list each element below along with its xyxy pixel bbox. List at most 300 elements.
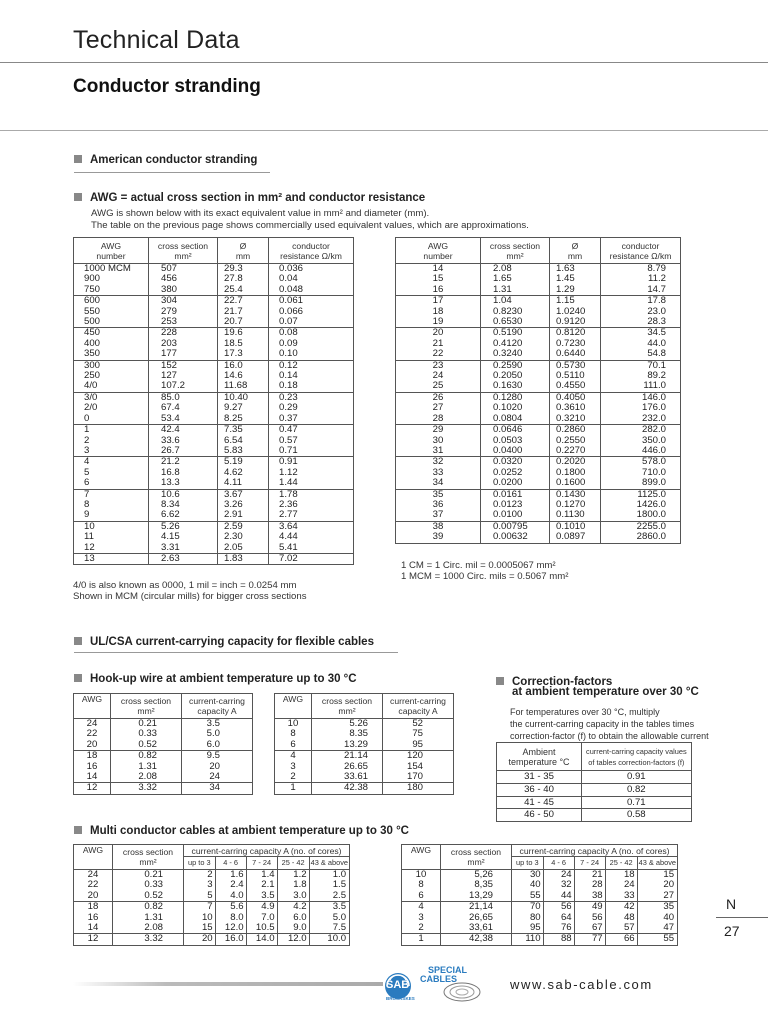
table-cell: 2.5 [309,891,349,902]
table-cell: 6.0 [182,740,253,751]
table-cell: 11.68 [218,381,269,392]
col-cross-section: cross section mm² [441,845,512,870]
section-ulcsa [74,636,374,648]
col-cross-section: cross section mm² [111,694,182,719]
table-cell: 0.58 [582,809,692,822]
table-cell: 3.26 [218,500,269,510]
table-cell: 13 [74,553,149,564]
table-cell: 28 [396,414,481,425]
table-cell: 44 [543,891,574,902]
col-cores-1: up to 3 [512,857,544,870]
table-cell: 0.0123 [481,500,550,510]
table-cell: 20.7 [218,317,269,328]
section-title: Correction-factors [512,676,613,688]
table-row [74,274,354,284]
table-cell: 8.79 [601,264,681,275]
table-cell: 110 [512,934,544,945]
table-cell: 0.10 [269,349,354,360]
section-multi-conductor [74,825,409,837]
table-cell: 21 [396,339,481,349]
table-cell: 89.2 [601,371,681,381]
table-cell: 5.41 [269,543,354,554]
table-cell: 32 [543,880,574,890]
table-cell: 710.0 [601,468,681,478]
table-cell: 3.64 [269,521,354,532]
table-cell: 0.066 [269,307,354,317]
logo-text-special: SPECIAL [428,965,468,975]
col-resistance: conductor resistance Ω/km [269,238,354,264]
table-cell: 7.02 [269,553,354,564]
sab-logo [384,966,484,1006]
multi-table-right [401,844,678,946]
table-cell: 40 [637,913,677,923]
table-cell: 8.25 [218,414,269,425]
table-cell: 34.5 [601,328,681,339]
table-cell: 2.08 [113,923,184,934]
col-awg: AWG [74,845,113,870]
table-cell: 19.6 [218,328,269,339]
table-cell: 1000 MCM [74,264,149,275]
table-cell: 38 [574,891,605,902]
table-cell: 1.83 [218,553,269,564]
table-cell: 1.63 [550,264,601,275]
table-cell: 75 [383,729,454,739]
table-cell: 0.91 [269,457,354,468]
table-cell: 0.2860 [550,425,601,436]
table-cell: 30 [396,436,481,446]
table-cell: 3.0 [277,891,309,902]
table-row [275,740,454,751]
table-cell: 12 [74,543,149,554]
table-cell: 3.32 [113,934,184,945]
table-cell: 3 [402,913,441,923]
table-cell: 22 [74,880,113,890]
table-cell: 9.27 [218,403,269,413]
table-cell: 4.9 [246,902,277,913]
table-cell: 27 [396,403,481,413]
table-cell: 0.33 [113,880,184,890]
table-cell: 2.08 [481,264,550,275]
table-cell: 0.1600 [550,478,601,489]
table-cell: 2860.0 [601,532,681,543]
table-cell: 3 [184,880,216,890]
table-cell: 8,35 [441,880,512,890]
page-section-letter: N [726,896,737,912]
table-cell: 0.2550 [550,436,601,446]
table-cell: 5 [74,468,149,478]
table-cell: 0.0200 [481,478,550,489]
col-cores-5: 43 & above [637,857,677,870]
table-cell: 33 [605,891,637,902]
table-cell: 16.0 [215,934,246,945]
table-row [396,349,681,360]
table-cell: 146.0 [601,392,681,403]
table-cell: 1.45 [550,274,601,284]
table-cell: 6.0 [277,913,309,923]
col-diameter: Ø mm [550,238,601,264]
table-cell: 2.91 [218,510,269,521]
table-cell: 5.26 [149,521,218,532]
table-cell: 0.0161 [481,489,550,500]
table-cell: 2/0 [74,403,149,413]
table-cell: 28.3 [601,317,681,328]
table-row [74,285,354,296]
table-cell: 1.5 [309,880,349,890]
table-cell: 250 [74,371,149,381]
table-cell: 0.5730 [550,360,601,371]
table-cell: 2.05 [218,543,269,554]
table-cell: 0.09 [269,339,354,349]
table-cell: 33,61 [441,923,512,934]
bullet-square-icon [74,637,82,645]
table-cell: 450 [74,328,149,339]
table-cell: 2.08 [111,772,182,783]
table-row [396,425,681,436]
table-cell: 0.8120 [550,328,601,339]
table-row [275,751,454,762]
table-cell: 12.0 [277,934,309,945]
table-cell: 1.0 [309,870,349,881]
section-title: UL/CSA current-carrying capacity for flexible cables [90,636,374,648]
table-row [396,317,681,328]
table-cell: 0.1130 [550,510,601,521]
table-cell: 14.6 [218,371,269,381]
table-row [396,510,681,521]
table-row [74,510,354,521]
table-cell: 0.21 [113,870,184,881]
table-cell: 0.14 [269,371,354,381]
table-row [74,923,350,934]
awg-description-2: The table on the previous page shows commercially used equivalent values, which are approximations. [91,220,529,231]
table-cell: 1 [74,425,149,436]
table-cell: 36 - 40 [497,783,582,796]
table-cell: 33 [396,468,481,478]
table-row [396,532,681,543]
table-row [74,425,354,436]
table-cell: 5.19 [218,457,269,468]
table-cell: 42.38 [312,783,383,794]
table-cell: 0.04 [269,274,354,284]
table-cell: 2.4 [215,880,246,890]
col-cores-5: 43 & above [309,857,349,870]
table-row [402,934,678,945]
table-cell: 80 [512,913,544,923]
table-cell: 25.4 [218,285,269,296]
section-correction-sub: at ambient temperature over 30 °C [512,686,699,698]
table-cell: 12 [74,934,113,945]
table-cell: 11.2 [601,274,681,284]
col-awg: AWG [74,694,111,719]
table-cell: 0.4550 [550,381,601,392]
table-cell: 0.00632 [481,532,550,543]
table-cell: 0.3610 [550,403,601,413]
table-cell: 2.36 [269,500,354,510]
table-cell: 10 [184,913,216,923]
table-cell: 46 - 50 [497,809,582,822]
table-cell: 21.7 [218,307,269,317]
table-cell: 20 [182,762,253,772]
table-row [74,934,350,945]
table-cell: 29.3 [218,264,269,275]
table-cell: 9.5 [182,751,253,762]
table-cell: 0.4120 [481,339,550,349]
table-cell: 1.12 [269,468,354,478]
table-row [74,468,354,478]
table-cell: 8 [74,500,149,510]
table-cell: 10.40 [218,392,269,403]
table-cell: 67.4 [149,403,218,413]
table-cell: 176.0 [601,403,681,413]
table-cell: 31 - 35 [497,771,582,784]
table-cell: 1.44 [269,478,354,489]
table-row [74,403,354,413]
table-cell: 14 [74,923,113,934]
correction-text-1: For temperatures over 30 °C, multiply [510,707,660,717]
bullet-square-icon [74,826,82,834]
table-cell: 1.04 [481,296,550,307]
table-row [74,371,354,381]
table-cell: 49 [574,902,605,913]
table-cell: 8.34 [149,500,218,510]
table-row [396,446,681,457]
table-cell: 47 [637,923,677,934]
table-cell: 5.0 [309,913,349,923]
table-cell: 0.00795 [481,521,550,532]
table-row [74,532,354,542]
table-cell: 2 [275,772,312,783]
table-cell: 20 [74,891,113,902]
table-row [74,392,354,403]
bullet-square-icon [496,677,504,685]
table-cell: 0.036 [269,264,354,275]
table-cell: 228 [149,328,218,339]
table-cell: 12.0 [215,923,246,934]
table-row [497,796,692,809]
table-cell: 456 [149,274,218,284]
table-row [74,349,354,360]
table-cell: 0.21 [111,719,182,730]
table-cell: 2.1 [246,880,277,890]
footer-website-link[interactable]: www.sab-cable.com [510,977,653,992]
col-cross-section: cross section mm² [312,694,383,719]
col-cores-3: 7 - 24 [574,857,605,870]
table-cell: 22 [74,729,111,739]
table-cell: 70 [512,902,544,913]
table-cell: 0.0503 [481,436,550,446]
table-cell: 232.0 [601,414,681,425]
col-current-capacity: current-carring capacity A (no. of cores) [184,845,350,857]
table-cell: 120 [383,751,454,762]
table-cell: 0.8230 [481,307,550,317]
table-cell: 1.65 [481,274,550,284]
table-cell: 1 [402,934,441,945]
table-cell: 6 [275,740,312,751]
table-cell: 0.0804 [481,414,550,425]
table-cell: 21,14 [441,902,512,913]
table-cell: 20 [184,934,216,945]
table-cell: 0.0400 [481,446,550,457]
table-cell: 4.11 [218,478,269,489]
col-cores-2: 4 - 6 [543,857,574,870]
table-cell: 27 [637,891,677,902]
table-cell: 400 [74,339,149,349]
table-cell: 0.048 [269,285,354,296]
note-left-2: Shown in MCM (circular mills) for bigger cross sections [73,591,307,602]
note-left-1: 4/0 is also known as 0000, 1 mil = inch = 0.0254 mm [73,580,297,591]
table-cell: 578.0 [601,457,681,468]
table-cell: 2 [74,436,149,446]
table-row [74,891,350,902]
table-cell: 85.0 [149,392,218,403]
table-cell: 0.2020 [550,457,601,468]
col-current-capacity: current-carring capacity A (no. of cores) [512,845,678,857]
note-right-1: 1 CM = 1 Circ. mil = 0.0005067 mm² [401,560,556,571]
col-cores-4: 25 - 42 [605,857,637,870]
table-cell: 1.31 [111,762,182,772]
table-cell: 18 [74,902,113,913]
table-row [396,478,681,489]
table-cell: 4 [402,902,441,913]
table-cell: 4/0 [74,381,149,392]
logo-text-cables: CABLES [420,974,458,984]
table-cell: 21 [574,870,605,881]
table-cell: 107.2 [149,381,218,392]
section-underline [74,652,398,653]
table-row [74,414,354,425]
table-cell: 3.31 [149,543,218,554]
table-cell: 4.2 [277,902,309,913]
table-cell: 37 [396,510,481,521]
table-cell: 0.1630 [481,381,550,392]
table-row [74,296,354,307]
table-row [74,317,354,328]
multi-table-left [73,844,350,946]
table-cell: 6.54 [218,436,269,446]
table-cell: 0.47 [269,425,354,436]
table-row [402,902,678,913]
bullet-square-icon [74,674,82,682]
table-cell: 6.62 [149,510,218,521]
table-row [497,783,692,796]
table-cell: 40 [512,880,544,890]
table-cell: 11 [74,532,149,542]
table-cell: 1.31 [481,285,550,296]
table-cell: 3.5 [182,719,253,730]
table-cell: 2255.0 [601,521,681,532]
table-cell: 0.1430 [550,489,601,500]
page-subtitle: Conductor stranding [73,76,261,97]
table-cell: 0.0320 [481,457,550,468]
table-cell: 4 [74,457,149,468]
table-cell: 16 [396,285,481,296]
table-cell: 170 [383,772,454,783]
table-cell: 1 [275,783,312,794]
table-cell: 0.37 [269,414,354,425]
table-cell: 95 [512,923,544,934]
table-cell: 3.5 [309,902,349,913]
table-cell: 54.8 [601,349,681,360]
table-cell: 4.44 [269,532,354,542]
table-cell: 42 [605,902,637,913]
table-cell: 8 [275,729,312,739]
table-cell: 0.52 [111,740,182,751]
col-awg-number: AWG number [74,238,149,264]
table-cell: 0.0100 [481,510,550,521]
table-cell: 0.1800 [550,468,601,478]
table-cell: 53.4 [149,414,218,425]
table-cell: 14 [396,264,481,275]
logo-text-sab: SAB [386,979,410,991]
table-row [74,719,253,730]
table-cell: 15 [396,274,481,284]
table-cell: 282.0 [601,425,681,436]
col-diameter: Ø mm [218,238,269,264]
table-cell: 16 [74,913,113,923]
table-cell: 2 [184,870,216,881]
table-row [74,783,253,794]
table-cell: 34 [396,478,481,489]
awg-description-1: AWG is shown below with its exact equivalent value in mm² and diameter (mm). [91,208,430,219]
table-cell: 10 [74,521,149,532]
table-cell: 9 [74,510,149,521]
table-cell: 2 [402,923,441,934]
table-cell: 66 [605,934,637,945]
table-cell: 253 [149,317,218,328]
table-cell: 4.0 [215,891,246,902]
table-row [396,285,681,296]
col-cross-section: cross section mm² [481,238,550,264]
table-cell: 446.0 [601,446,681,457]
table-row [275,783,454,794]
col-correction-factor: current-carring capacity values of tables correction-factors (f) [582,743,692,771]
table-cell: 70.1 [601,360,681,371]
table-cell: 0.1010 [550,521,601,532]
table-cell: 14 [74,772,111,783]
hookup-table-left [73,693,253,795]
table-cell: 1.6 [215,870,246,881]
table-row [497,809,692,822]
table-cell: 57 [605,923,637,934]
table-cell: 76 [543,923,574,934]
table-cell: 56 [574,913,605,923]
table-row [74,307,354,317]
table-cell: 33.61 [312,772,383,783]
table-cell: 0.9120 [550,317,601,328]
table-cell: 7.35 [218,425,269,436]
col-current: current-carring capacity A [182,694,253,719]
col-cores-4: 25 - 42 [277,857,309,870]
table-cell: 35 [637,902,677,913]
table-row [74,339,354,349]
table-cell: 6 [402,891,441,902]
table-cell: 16.8 [149,468,218,478]
table-row [396,296,681,307]
table-cell: 67 [574,923,605,934]
table-cell: 0 [74,414,149,425]
page-marker-divider [716,917,768,918]
table-row [497,771,692,784]
table-row [275,772,454,783]
table-cell: 3.67 [218,489,269,500]
table-cell: 304 [149,296,218,307]
section-awg [74,192,425,204]
table-cell: 12 [74,783,111,794]
table-row [74,446,354,457]
table-row [74,457,354,468]
table-cell: 52 [383,719,454,730]
table-cell: 77 [574,934,605,945]
section-hookup [74,673,357,685]
